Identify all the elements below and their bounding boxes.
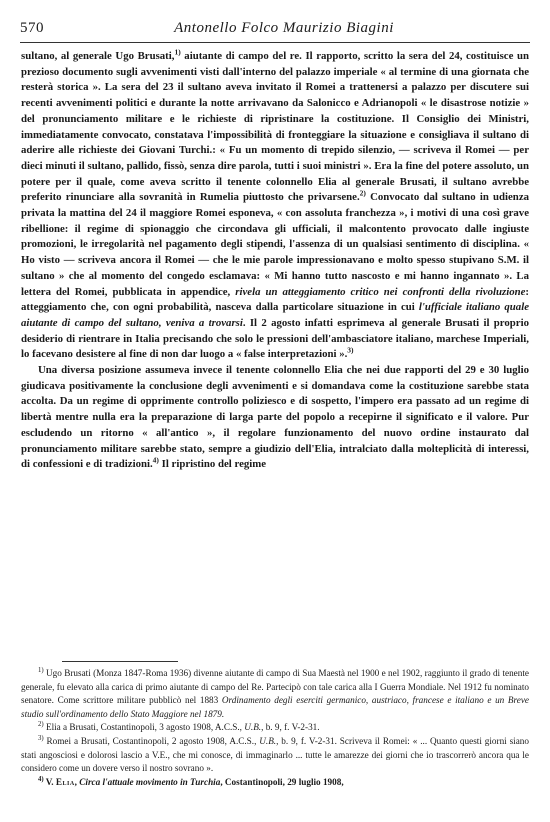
running-head: Antonello Folco Maurizio Biagini — [174, 20, 394, 36]
italic-run: U.B. — [244, 722, 262, 733]
text-run: , — [74, 776, 80, 787]
text-run: sultano, al generale Ugo Brusati, — [21, 50, 175, 62]
footnote-1 — [21, 667, 529, 721]
page-header — [20, 20, 530, 40]
text-run: , b. 9, f. V-2-31. Scriveva il Romei: « ... Quanto questi giorni siano stati angosciosi e dolorosi lascio a V.E., che mi conosce, di immaginarlo ... tutte le amarezze dei giorni che io trascorrerò ancora qua le considero come un dovere verso il nostro sovrano ». — [21, 735, 529, 774]
body-paragraph-2 — [21, 363, 529, 473]
header-rule — [20, 42, 530, 43]
italic-run: l'ufficiale italiano quale aiutante di campo del sultano, veniva a trovarsi — [21, 301, 529, 329]
text-run: aiutante di campo del re. Il rapporto, scritto la sera del 24, costituisce un prezioso documento sugli avvenimenti visti dall'interno del palazzo imperiale « al termine di una giornata che resterà storica ». La sera del 23 il sultano aveva invitato il Romei a trattenersi a palazzo per discutere sui recenti avvenimenti politici e durante la notte arrivavano da Salonicco e Adrianopoli « le disastrose notizie » del pronunciamento militare e le richieste di ripristinare la costituzione. Il Consiglio dei Ministri, immediatamente convocato, constatava l'impossibilità di fronteggiare la situazione e consigliava il sultano di aderire alle richieste dei Giovani Turchi.: « Fu un momento di trepido silenzio, — scriveva il Romei — per dieci minuti il sultano, pallido, fissò, senza dire parola, tutti i suoi ministri ». Era la fine del potere assoluto, un potere per il quale, come aveva scritto il tenente colonnello Elia al generale Brusati, il sultano avrebbe preferito rinunciare alla sovranità in Rumelia piuttosto che privarsene. — [21, 50, 529, 204]
text-run: , b. 9, f. V-2-31. — [261, 722, 320, 733]
footnote-number: 3) — [38, 734, 44, 742]
footnote-ref-3: 3) — [347, 345, 354, 355]
italic-run: Circa l'attuale movimento in Turchia — [79, 776, 221, 787]
footnotes — [21, 667, 529, 789]
footnote-4 — [21, 776, 529, 790]
author-name: Elia — [55, 776, 75, 787]
footnote-ref-4: 4) — [152, 455, 159, 465]
text-run: , Costantinopoli, 29 luglio 1908, — [220, 776, 344, 787]
italic-run: Ordinamento degli eserciti germanico, austriaco, francese e italiano e un Breve studio sull'ordinamento dello Stato Maggiore nel 1879. — [21, 695, 529, 719]
text-run: Il ripristino del regime — [158, 458, 267, 471]
footnote-separator — [62, 661, 178, 662]
footnote-2 — [21, 721, 529, 735]
footnote-ref-1: 1) — [174, 47, 181, 57]
italic-run: rivela un atteggiamento critico nei confronti della rivoluzione — [235, 285, 526, 298]
main-text — [21, 49, 529, 473]
text-run: Ugo Brusati (Monza 1847-Roma 1936) divenne aiutante di campo di Sua Maestà nel 1900 e nel 1902, raggiunto il grado di tenente generale, fu elevato alla carica di primo aiutante di campo del Re. Partecipò con tale carica alla I Guerra Mondiale. Nel 1912 fu nominato senatore. Come scrittore militare pubblicò nel 1883 — [21, 668, 529, 706]
text-run: . Il 2 agosto infatti esprimeva al generale Brusati il proprio desiderio di rientrare in Italia precisando che solo le pressioni dell'ambasciatore italiano, marchese Imperiali, lo facevano desistere al fine di non dar luogo a « false interpretazioni ». — [21, 316, 529, 361]
footnote-number: 4) — [38, 775, 44, 783]
text-run: Romei a Brusati, Costantinopoli, 2 agosto 1908, A.C.S., — [43, 735, 260, 746]
italic-run: U.B. — [259, 735, 277, 746]
text-run: : atteggiamento che, con ogni probabilità, nasceva dalla particolare situazione in cui — [21, 285, 530, 314]
body-paragraph-1 — [21, 49, 529, 363]
page-number: 570 — [20, 20, 44, 36]
text-run: Convocato dal sultano in udienza privata la mattina del 24 il maggiore Romei esponeva, « con assoluta franchezza », i motivi di una così grave ribellione: il regime di spionaggio che circondava gli ufficiali, il malcontento provocato dalle ingiuste promozioni, le irregolarità nel pagamento degli stipendi, l'assenza di un qualsiasi sentimento di disciplina. « Ho visto — scriveva ancora il Romei — che le mie parole impressionavano e molto spesso stupivano S.M. il sultano » che al momento del congedo esclamava: « Mi hanno tutto nascosto e mi hanno ingannato ». La lettera del Romei, pubblicata in appendice, — [21, 191, 530, 298]
footnote-ref-2: 2) — [359, 188, 366, 198]
footnote-3 — [21, 735, 529, 776]
text-run: Elia a Brusati, Costantinopoli, 3 agosto 1908, A.C.S., — [43, 722, 245, 733]
text-run: Una diversa posizione assumeva invece il tenente colonnello Elia che nei due rapporti del 29 e 30 luglio giudicava positivamente la conclusione degli avvenimenti e si domandava come la costituzione sarebbe stata accolta. Da un regime di opprimente controllo poliziesco e di sospetto, l'impero era passato ad un regime di libertà mentre nulla era la preparazione di larga parte del popolo a recepirne il significato e il valore. Pur escludendo un ritorno « all'antico », il regolare funzionamento del nuovo ordine instaurato dal pronunciamento militare sarebbe stato, sempre a giudizio dell'Elia, intralciato dalla molteplicità di interessi, di confessioni e di tradizioni. — [21, 364, 529, 471]
text-run: V. — [43, 776, 56, 787]
footnote-number: 2) — [38, 721, 44, 729]
footnote-number: 1) — [38, 666, 44, 674]
